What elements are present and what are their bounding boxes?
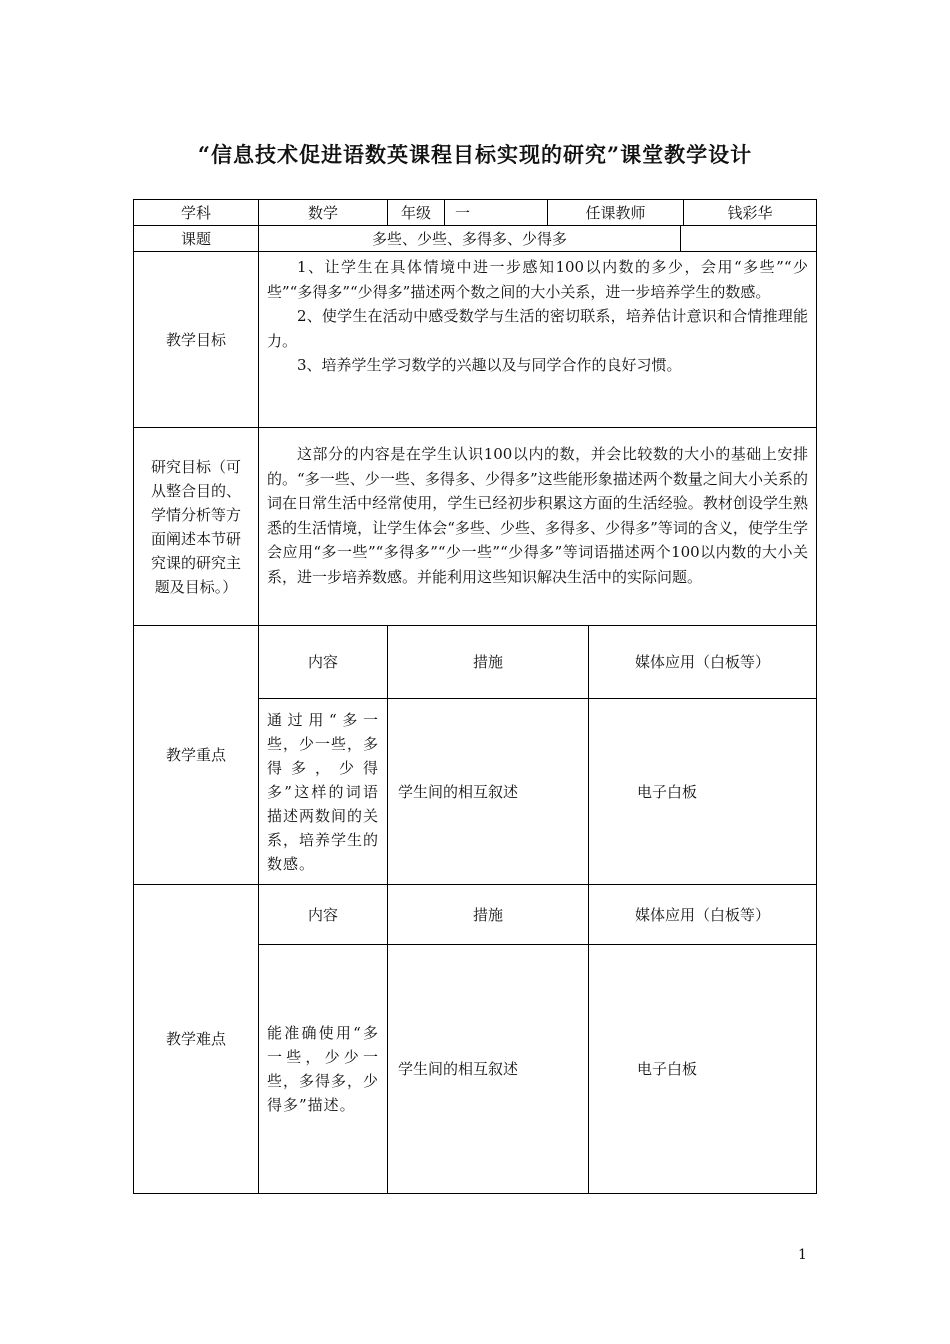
key-col-content: 内容 (258, 625, 388, 699)
diff-col-measure: 措施 (387, 884, 589, 945)
key-col-measure: 措施 (387, 625, 589, 699)
teacher-value: 钱彩华 (683, 199, 817, 226)
objectives-text (258, 251, 817, 428)
diff-col-media: 媒体应用（白板等） (588, 884, 817, 945)
objectives-label: 教学目标 (133, 251, 259, 428)
topic-value: 多些、少些、多得多、少得多 (258, 225, 681, 252)
subject-label: 学科 (133, 199, 259, 226)
diff-col-content: 内容 (258, 884, 388, 945)
key-col-media: 媒体应用（白板等） (588, 625, 817, 699)
topic-blank (680, 225, 817, 252)
objective-item: 3、培养学生学习数学的兴趣以及与同学合作的良好习惯。 (297, 356, 682, 374)
grade-value: 一 (444, 199, 548, 226)
key-media: 电子白板 (588, 698, 817, 885)
diff-measure: 学生间的相互叙述 (387, 944, 589, 1194)
grade-label: 年级 (387, 199, 445, 226)
subject-value: 数学 (258, 199, 388, 226)
page-number: 1 (798, 1247, 807, 1263)
topic-label: 课题 (133, 225, 259, 252)
diff-media: 电子白板 (588, 944, 817, 1194)
key-content: 通过用“多一些，少一些，多得多，少得多”这样的词语描述两数间的关系，培养学生的数感。 (258, 698, 388, 885)
research-text (258, 427, 817, 626)
diff-content: 能准确使用“多一些，少少一些，多得多，少得多”描述。 (258, 944, 388, 1194)
key-points-label: 教学重点 (133, 625, 259, 885)
research-paragraph: 这部分的内容是在学生认识100以内的数，并会比较数的大小的基础上安排的。“多一些、少一些、多得多、少得多”这些能形象描述两个数量之间大小关系的词在日常生活中经常使用，学生已经初步积累这方面的生活经验。教材创设学生熟悉的生活情境，让学生体会“多些、少些、多得多、少得多”等词的含义，使学生学会应用“多一些”“多得多”“少一些”“少得多”等词语描述两个100以内数的大小关系，进一步培养数感。并能利用这些知识解决生活中的实际问题。 (267, 445, 808, 586)
objective-item: 2、使学生在活动中感受数学与生活的密切联系，培养估计意识和合情推理能力。 (267, 307, 808, 350)
teacher-label: 任课教师 (547, 199, 684, 226)
page-title: “信息技术促进语数英课程目标实现的研究”课堂教学设计 (197, 142, 753, 167)
objective-item: 1、让学生在具体情境中进一步感知100以内数的多少，会用“多些”“少些”“多得多”“少得多”描述两个数之间的大小关系，进一步培养学生的数感。 (267, 258, 808, 301)
key-measure: 学生间的相互叙述 (387, 698, 589, 885)
research-label: 研究目标（可从整合目的、学情分析等方面阐述本节研究课的研究主题及目标。） (133, 427, 259, 626)
difficult-points-label: 教学难点 (133, 884, 259, 1194)
